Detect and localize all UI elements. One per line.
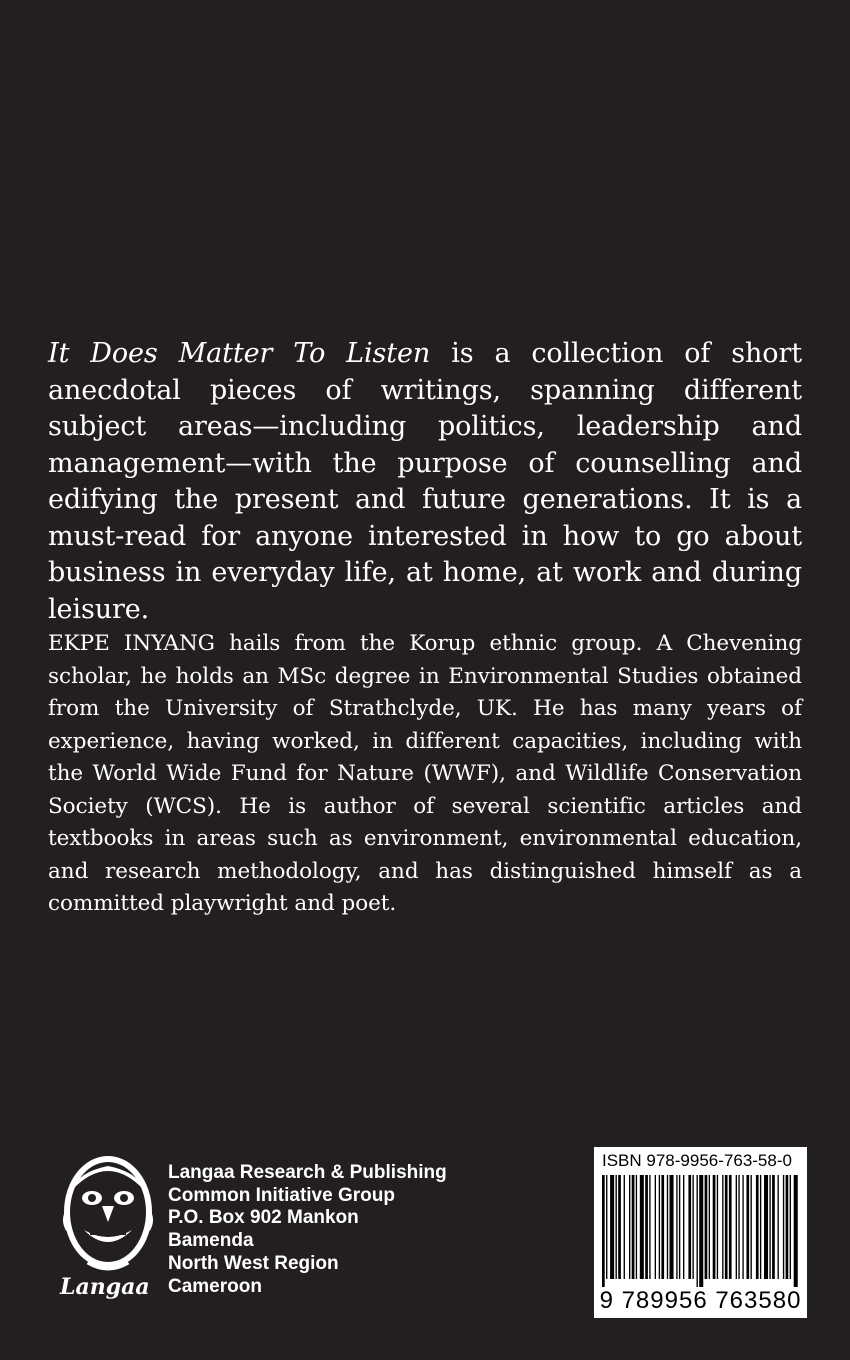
barcode-bar: [764, 1175, 768, 1279]
barcode-bar: [659, 1175, 660, 1279]
barcode-bar: [772, 1175, 775, 1279]
barcode-bar: [697, 1175, 698, 1287]
barcode-bar: [729, 1175, 732, 1279]
barcode-bar: [661, 1175, 664, 1279]
barcode-bar: [725, 1175, 728, 1279]
publisher-line: North West Region: [168, 1252, 339, 1274]
barcode-bar: [722, 1175, 723, 1279]
barcode-bar: [688, 1175, 691, 1279]
barcode-bar: [778, 1175, 779, 1279]
barcode-bar: [618, 1175, 621, 1279]
publisher-line: Langaa Research & Publishing: [168, 1162, 447, 1183]
barcode-bar: [742, 1175, 743, 1279]
barcode-bar: [717, 1175, 718, 1279]
blurb-text: is a collection of short anecdotal pieces of writings, spanning different subject areas—including politics, leadership and management—with the purpose of counselling and edifying the present and future generations. It is a must-read for anyone interested in how to go about business in everyday life, at home, at work and during leisure.: [48, 338, 802, 625]
barcode-bar: [746, 1175, 749, 1279]
barcode-bar: [679, 1175, 680, 1279]
barcode-bar: [699, 1175, 703, 1287]
barcode-bar: [606, 1175, 607, 1279]
publisher-line: Cameroon: [168, 1275, 262, 1297]
barcode-bar: [676, 1175, 677, 1279]
barcode-bar: [705, 1175, 708, 1279]
barcode-bar: [692, 1175, 693, 1279]
barcode-bar: [790, 1175, 791, 1279]
barcode-bar: [709, 1175, 710, 1279]
barcode-bar: [632, 1175, 635, 1279]
barcode-bar: [616, 1175, 617, 1279]
barcode-bar: [667, 1175, 668, 1279]
barcode-bar: [713, 1175, 716, 1279]
barcode-digits: 9 789956 763580: [599, 1287, 802, 1314]
barcode-bar: [649, 1175, 650, 1279]
barcode-bar: [610, 1175, 614, 1279]
barcode-bar: [670, 1175, 674, 1279]
barcode-bar: [636, 1175, 637, 1279]
author-bio: EKPE INYANG hails from the Korup ethnic group. A Chevening scholar, he holds an MSc degree in Environmental Studies obtained from the University of Strathclyde, UK. He has many years of experience, having worked, in different capacities, including with the World Wide Fund for Nature (WWF), and Wildlife Conservation Society (WCS). He is author of several scientific articles and textbooks in areas such as environment, environmental education, and research methodology, and has distinguished himself as a committed playwright and poet.: [48, 631, 802, 916]
barcode-bar: [794, 1175, 798, 1287]
publisher-line: Common Initiative Group: [168, 1184, 395, 1206]
barcode-bar: [756, 1175, 759, 1279]
barcode-bar: [760, 1175, 761, 1279]
book-blurb: [48, 336, 802, 628]
barcode-bar: [751, 1175, 752, 1279]
publisher-address: [168, 1162, 447, 1298]
barcode-bar: [602, 1175, 605, 1287]
barcode-bar: [783, 1175, 784, 1279]
barcode-bar: [640, 1175, 644, 1279]
isbn-barcode: [594, 1147, 807, 1318]
barcode-bar: [738, 1175, 739, 1279]
barcode-bar: [736, 1175, 737, 1279]
publisher-logo-text: Langaa: [60, 1274, 150, 1300]
barcode-bar: [645, 1175, 648, 1279]
publisher-line: P.O. Box 902 Mankon: [168, 1207, 359, 1229]
barcode-bars-icon: [600, 1175, 801, 1287]
barcode-bar: [624, 1175, 625, 1279]
barcode-bar: [769, 1175, 770, 1279]
book-title: It Does Matter To Listen: [48, 338, 431, 369]
barcode-bar: [655, 1175, 656, 1279]
isbn-label: ISBN 978-9956-763-58-0: [602, 1151, 792, 1170]
barcode-bar: [629, 1175, 630, 1279]
barcode-bar: [786, 1175, 789, 1279]
publisher-line: Bamenda: [168, 1230, 254, 1252]
barcode-bar: [683, 1175, 684, 1279]
